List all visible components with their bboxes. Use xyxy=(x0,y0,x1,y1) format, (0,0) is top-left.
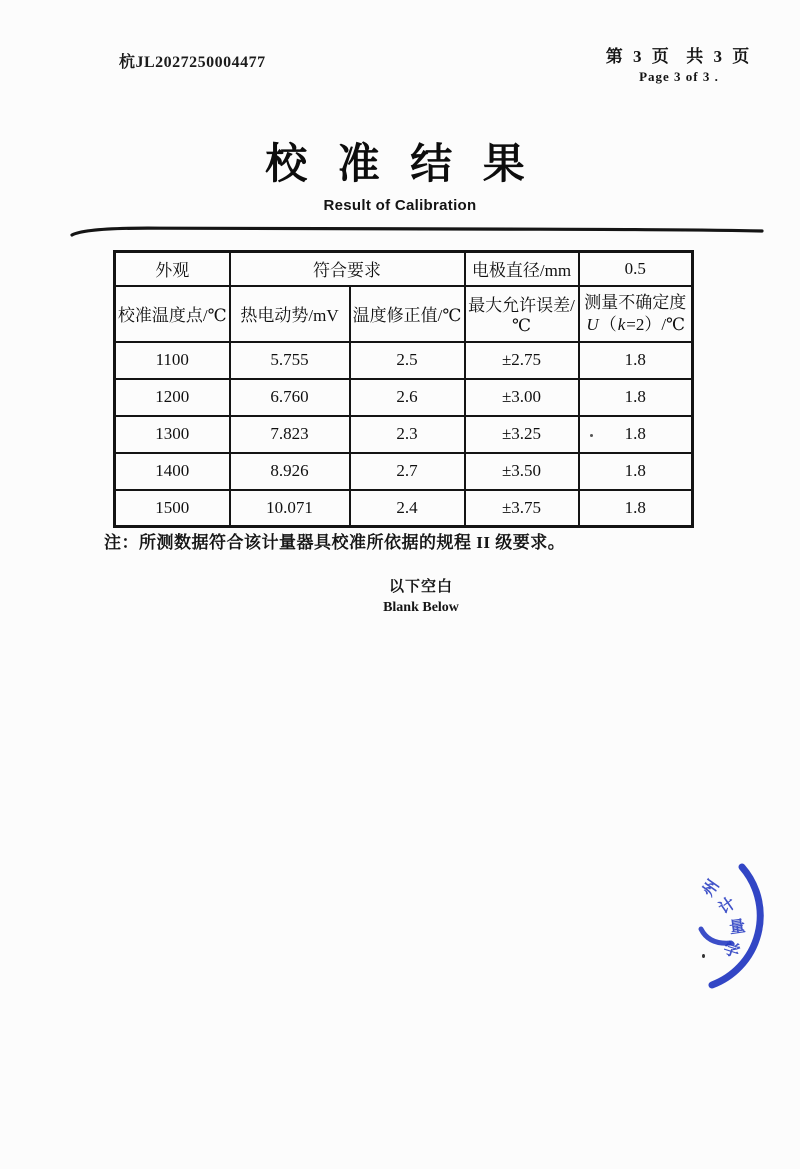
table-row xyxy=(115,342,693,379)
cell-max-error: ±3.75 xyxy=(465,490,579,527)
cell-uncertainty: 1.8 xyxy=(579,490,693,527)
uncertainty-line2 xyxy=(580,314,692,335)
appearance-label-cell: 外观 xyxy=(115,252,230,286)
table-row-appearance xyxy=(115,252,693,286)
blank-below-en: Blank Below xyxy=(383,600,459,615)
title-rule xyxy=(0,222,800,240)
cell-max-error: ±2.75 xyxy=(465,342,579,379)
cell-emf: 7.823 xyxy=(230,416,350,453)
uncertainty-paren: （ xyxy=(599,314,617,334)
cell-max-error: ±3.00 xyxy=(465,379,579,416)
col-header-max-error: 最大允许误差/℃ xyxy=(465,286,579,342)
scan-speck xyxy=(702,954,705,958)
table-row xyxy=(115,490,693,527)
cell-temperature: 1200 xyxy=(115,379,230,416)
stamp-character: 学 xyxy=(721,940,742,962)
blank-below-marker xyxy=(383,575,459,616)
page-indicator xyxy=(600,42,758,85)
cell-correction: 2.7 xyxy=(350,453,465,490)
scan-speck xyxy=(590,434,593,437)
cell-temperature: 1300 xyxy=(115,416,230,453)
cell-emf: 6.760 xyxy=(230,379,350,416)
official-stamp xyxy=(668,843,800,1008)
cell-max-error: ±3.50 xyxy=(465,453,579,490)
electrode-value-cell: 0.5 xyxy=(579,252,693,286)
cell-emf: 5.755 xyxy=(230,342,350,379)
cell-uncertainty: 1.8 xyxy=(579,416,693,453)
col-header-temperature: 校准温度点/℃ xyxy=(115,286,230,342)
page-indicator-zh: 第 3 页 共 3 页 xyxy=(605,47,753,66)
electrode-label-cell: 电极直径/mm xyxy=(465,252,579,286)
results-table xyxy=(113,250,694,528)
cell-max-error: ±3.25 xyxy=(465,416,579,453)
stamp-character: 计 xyxy=(715,894,739,918)
u-symbol: U xyxy=(586,314,599,334)
cell-uncertainty: 1.8 xyxy=(579,342,693,379)
certificate-number: 杭JL2027250004477 xyxy=(119,54,266,71)
cell-correction: 2.4 xyxy=(350,490,465,527)
cell-emf: 10.071 xyxy=(230,490,350,527)
cell-uncertainty: 1.8 xyxy=(579,379,693,416)
cell-emf: 8.926 xyxy=(230,453,350,490)
appearance-value-cell: 符合要求 xyxy=(230,252,465,286)
blank-below-zh: 以下空白 xyxy=(388,579,454,595)
col-header-emf: 热电动势/mV xyxy=(230,286,350,342)
cell-correction: 2.6 xyxy=(350,379,465,416)
col-header-correction: 温度修正值/℃ xyxy=(350,286,465,342)
cell-temperature: 1100 xyxy=(115,342,230,379)
table-note: 注：所测数据符合该计量器具校准所依据的规程 II 级要求。 xyxy=(104,533,566,552)
table-row xyxy=(115,416,693,453)
cell-temperature: 1500 xyxy=(115,490,230,527)
uncertainty-line1: 测量不确定度 xyxy=(584,293,687,313)
table-row xyxy=(115,453,693,490)
document-subtitle: Result of Calibration xyxy=(323,197,477,214)
table-header-row xyxy=(115,286,693,342)
col-header-uncertainty xyxy=(579,286,693,342)
cell-correction: 2.3 xyxy=(350,416,465,453)
k-symbol: k xyxy=(617,314,626,334)
cell-temperature: 1400 xyxy=(115,453,230,490)
table-row xyxy=(115,379,693,416)
uncertainty-tail: =2）/℃ xyxy=(626,314,686,334)
document-title: 校 准 结 果 xyxy=(265,142,535,188)
cell-correction: 2.5 xyxy=(350,342,465,379)
stamp-character: 量 xyxy=(728,918,747,938)
cell-uncertainty: 1.8 xyxy=(579,453,693,490)
stamp-character: 州 xyxy=(699,876,723,900)
page-indicator-en: Page 3 of 3 . xyxy=(639,69,719,84)
